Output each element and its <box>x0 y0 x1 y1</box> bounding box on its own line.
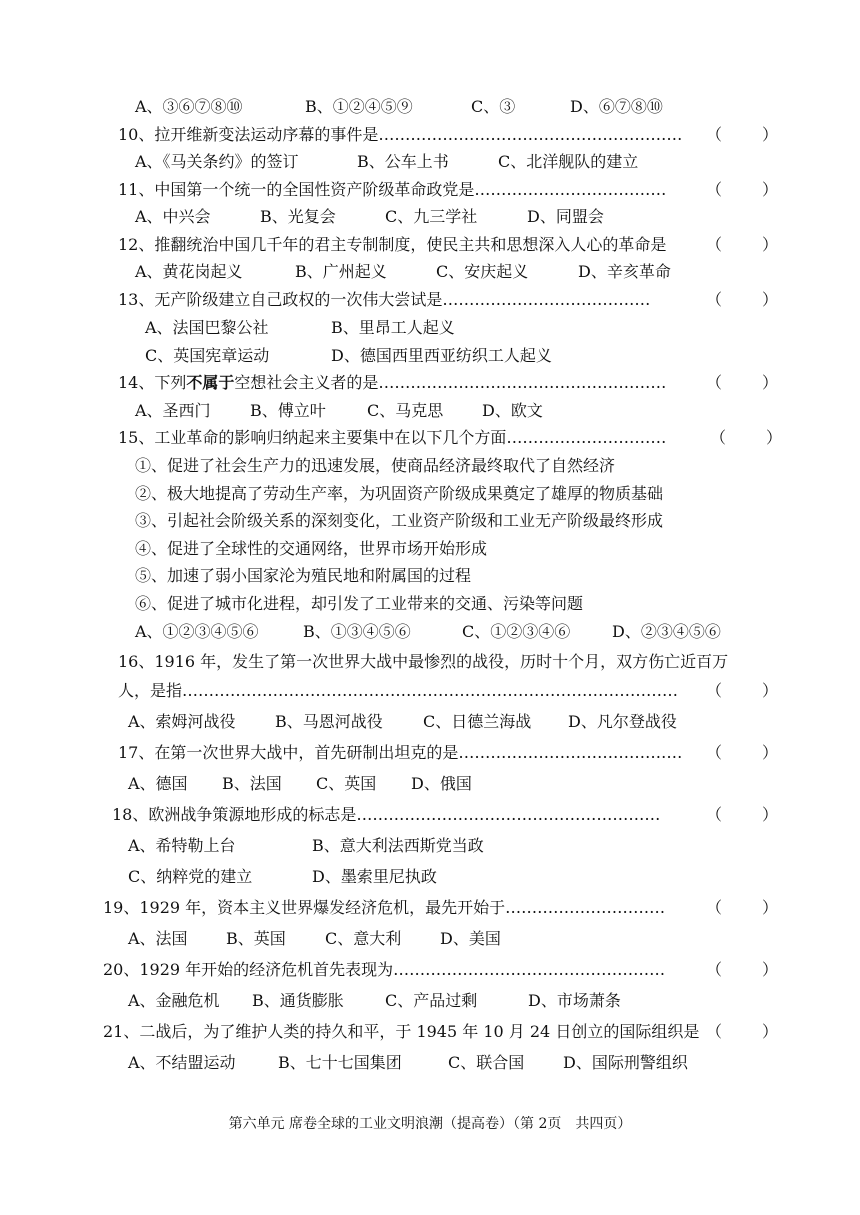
q10-stem-row <box>0 125 860 145</box>
q16-option-a: A、索姆河战役 <box>128 712 236 731</box>
answer-bracket: （ ） <box>706 743 779 762</box>
q19-option-d: D、美国 <box>440 929 501 948</box>
q13-stem-row <box>0 290 860 310</box>
q19-option-a: A、法国 <box>128 929 188 948</box>
q14-option-c: C、马克思 <box>367 401 444 420</box>
q15-option-b: B、①③④⑤⑥ <box>303 622 411 641</box>
q12-option-c: C、安庆起义 <box>436 262 529 281</box>
q19-option-c: C、意大利 <box>325 929 402 948</box>
q15-item-6: ⑥、促进了城市化进程，却引发了工业带来的交通、污染等问题 <box>135 594 584 613</box>
answer-bracket: （ ） <box>706 898 779 917</box>
q20-option-d: D、市场萧条 <box>528 991 621 1010</box>
q11-option-c: C、九三学社 <box>385 207 478 226</box>
answer-bracket: （ ） <box>706 290 779 309</box>
q18-options-row2 <box>128 867 728 887</box>
q11-options <box>135 207 735 227</box>
q21-option-b: B、七十七国集团 <box>278 1053 402 1072</box>
answer-bracket: （ ） <box>706 960 779 979</box>
q12-option-d: D、辛亥革命 <box>578 262 671 281</box>
q11-option-a: A、中兴会 <box>135 207 211 226</box>
q21-option-a: A、不结盟运动 <box>128 1053 236 1072</box>
q16-option-c: C、日德兰海战 <box>423 712 532 731</box>
q13-options-row1 <box>145 318 745 338</box>
answer-bracket: （ ） <box>706 125 779 144</box>
answer-bracket: （ ） <box>706 235 779 254</box>
q10-option-c: C、北洋舰队的建立 <box>498 152 639 171</box>
q18-options-row1 <box>128 836 728 856</box>
q14-option-d: D、欧文 <box>482 401 543 420</box>
q18-stem: 18、欧洲战争策源地形成的标志是………………………………………………… <box>112 805 661 824</box>
q15-option-a: A、①②③④⑤⑥ <box>135 622 259 641</box>
q15-option-d: D、②③④⑤⑥ <box>612 622 721 641</box>
q15-stem-row <box>0 428 860 448</box>
answer-bracket: （ ） <box>706 805 779 824</box>
q21-stem-row <box>0 1022 860 1042</box>
q18-option-a: A、希特勒上台 <box>128 836 236 855</box>
q21-stem: 21、二战后，为了维护人类的持久和平，于 1945 年 10 月 24 日创立的国际组织是 <box>103 1022 700 1041</box>
q13-option-a: A、法国巴黎公社 <box>145 318 269 337</box>
q10-stem: 10、拉开维新变法运动序幕的事件是………………………………………………… <box>118 125 683 144</box>
q19-stem: 19、1929 年，资本主义世界爆发经济危机，最先开始于………………………… <box>103 898 666 917</box>
q16-stem-row <box>0 681 860 701</box>
q15-item-1: ①、促进了社会生产力的迅速发展，使商品经济最终取代了自然经济 <box>135 456 616 475</box>
q14-option-b: B、傅立叶 <box>250 401 326 420</box>
q21-option-d: D、国际刑警组织 <box>563 1053 688 1072</box>
q12-option-b: B、广州起义 <box>295 262 387 281</box>
q14-option-a: A、圣西门 <box>135 401 211 420</box>
q11-stem-row <box>0 180 860 200</box>
q21-option-c: C、联合国 <box>448 1053 525 1072</box>
q14-stem: 14、下列不属于空想社会主义者的是……………………………………………… <box>118 373 667 392</box>
q9-option-b: B、①②④⑤⑨ <box>305 97 413 116</box>
q20-option-c: C、产品过剩 <box>385 991 478 1010</box>
q17-options <box>128 774 728 794</box>
answer-bracket: （ ） <box>706 180 779 199</box>
q15-item-5: ⑤、加速了弱小国家沦为殖民地和附属国的过程 <box>135 566 472 585</box>
q18-option-c: C、纳粹党的建立 <box>128 867 253 886</box>
q17-option-c: C、英国 <box>316 774 377 793</box>
q11-stem: 11、中国第一个统一的全国性资产阶级革命政党是……………………………… <box>118 180 667 199</box>
q13-stem: 13、无产阶级建立自己政权的一次伟大尝试是………………………………… <box>118 290 651 309</box>
q15-options <box>135 622 755 642</box>
q20-option-a: A、金融危机 <box>128 991 220 1010</box>
q17-option-a: A、德国 <box>128 774 188 793</box>
q9-option-c: C、③ <box>471 97 516 116</box>
q16-option-b: B、马恩河战役 <box>275 712 383 731</box>
q15-option-c: C、①②③④⑥ <box>462 622 571 641</box>
q16-option-d: D、凡尔登战役 <box>568 712 677 731</box>
q17-stem-row <box>0 743 860 763</box>
q14-options <box>135 401 735 421</box>
q19-option-b: B、英国 <box>226 929 286 948</box>
q13-option-c: C、英国宪章运动 <box>145 346 270 365</box>
q20-stem-row <box>0 960 860 980</box>
q14-stem-row <box>0 373 860 393</box>
q10-option-b: B、公车上书 <box>357 152 449 171</box>
q15-item-3: ③、引起社会阶级关系的深刻变化，工业资产阶级和工业无产阶级最终形成 <box>135 511 664 530</box>
q20-option-b: B、通货膨胀 <box>252 991 344 1010</box>
q15-stem: 15、工业革命的影响归纳起来主要集中在以下几个方面………………………… <box>118 428 667 447</box>
q17-option-b: B、法国 <box>222 774 282 793</box>
page-footer: 第六单元 席卷全球的工业文明浪潮（提高卷）（第 2页 共四页） <box>228 1116 632 1132</box>
q13-options-row2 <box>145 346 745 366</box>
q16-options <box>128 712 748 732</box>
q10-options <box>135 152 735 172</box>
q21-options <box>128 1053 748 1073</box>
q15-item-2: ②、极大地提高了劳动生产率，为巩固资产阶级成果奠定了雄厚的物质基础 <box>135 484 664 503</box>
q12-option-a: A、黄花岗起义 <box>135 262 243 281</box>
q17-option-d: D、俄国 <box>411 774 472 793</box>
q19-stem-row <box>0 898 860 918</box>
answer-bracket: （ ） <box>706 373 779 392</box>
q10-option-a: A、《马关条约》的签订 <box>135 152 299 171</box>
q9-option-a: A、③⑥⑦⑧⑩ <box>135 97 243 116</box>
q11-option-b: B、光复会 <box>260 207 336 226</box>
q20-options <box>128 991 748 1011</box>
q16-stem-line1: 16、1916 年，发生了第一次世界大战中最惨烈的战役，历时十个月，双方伤亡近百万 <box>118 652 729 671</box>
q18-option-d: D、墨索里尼执政 <box>312 867 437 886</box>
q9-option-d: D、⑥⑦⑧⑩ <box>570 97 663 116</box>
q13-option-d: D、德国西里西亚纺织工人起义 <box>331 346 552 365</box>
q18-stem-row <box>0 805 860 825</box>
q18-option-b: B、意大利法西斯党当政 <box>312 836 484 855</box>
q11-option-d: D、同盟会 <box>527 207 604 226</box>
q12-stem: 12、推翻统治中国几千年的君主专制制度，使民主共和思想深入人心的革命是 <box>118 235 667 254</box>
answer-bracket: （ ） <box>710 428 783 447</box>
q12-options <box>135 262 735 282</box>
q14-stem-emphasis: 不属于 <box>186 373 235 392</box>
q12-stem-row <box>0 235 860 255</box>
q17-stem: 17、在第一次世界大战中，首先研制出坦克的是…………………………………… <box>118 743 683 762</box>
q9-options <box>135 97 735 117</box>
q19-options <box>128 929 728 949</box>
answer-bracket: （ ） <box>706 681 779 700</box>
q20-stem: 20、1929 年开始的经济危机首先表现为…………………………………………… <box>103 960 666 979</box>
q13-option-b: B、里昂工人起义 <box>331 318 455 337</box>
q16-stem-line2: 人，是指………………………………………………………………………………… <box>118 681 679 700</box>
answer-bracket: （ ） <box>706 1022 779 1041</box>
q15-item-4: ④、促进了全球性的交通网络，世界市场开始形成 <box>135 539 488 558</box>
